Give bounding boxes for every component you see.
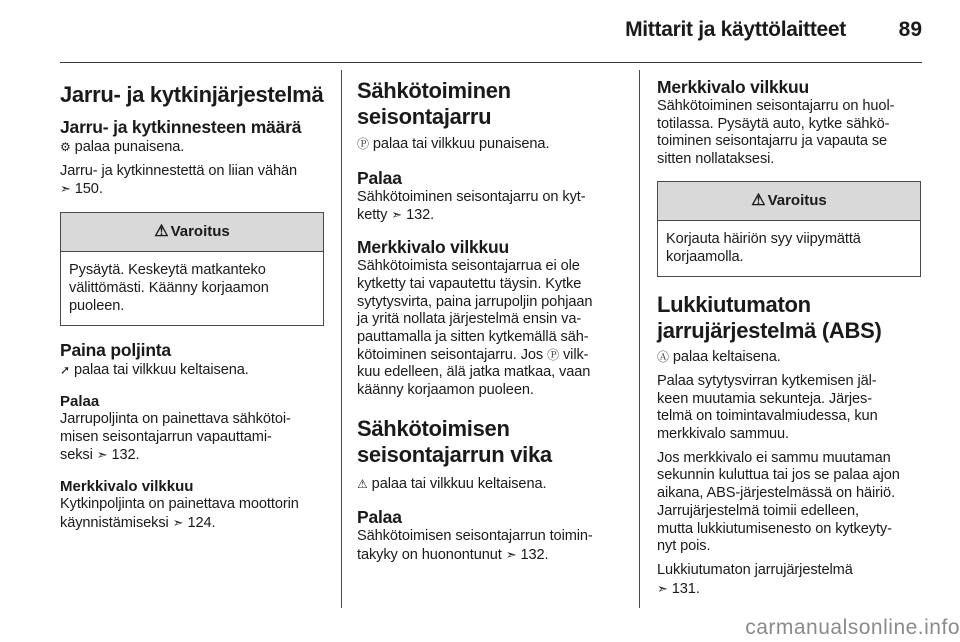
paragraph-heading: Merkkivalo vilkkuu [60,478,194,496]
section-title: Sähkötoiminen seisontajarru [357,78,511,129]
page-reference-arrow: ➣ [96,447,108,463]
paragraph: Kytkinpoljinta on painettava moottorin käynnistämiseksi ➣ 124. [60,496,299,531]
parking-brake-icon: Ⓟ [547,347,559,362]
paragraph: Sähkötoimisen seisontajarrun toimin- takyky on huonontunut ➣ 132. [357,528,593,564]
icon-line: Ⓟ palaa tai vilkkuu punaisena. [357,136,550,152]
warning-triangle-icon: ⚠ [751,191,766,209]
page-header [60,0,922,63]
paragraph: Jarru- ja kytkinnestettä on liian vähän ➣ 150. [60,162,298,198]
column-divider [341,70,342,608]
warning-box [60,212,324,326]
icon-line: ➚ palaa tai vilkkuu keltaisena. [60,362,249,379]
abs-icon: Ⓐ [657,350,669,365]
watermark: carmanualsonline.info [745,616,960,639]
paragraph-heading: Palaa [60,392,100,410]
paragraph: Lukkiutumaton jarrujärjestelmä ➣ 131. [657,561,853,597]
column-1 [60,62,324,532]
icon-line: ⚠ palaa tai vilkkuu keltaisena. [357,475,547,492]
paragraph: Palaa sytytysvirran kytkemisen jäl- keen muutamia sekunteja. Järjes- telmä on toimintavalmiudessa, kun merkkivalo sammuu. [657,372,878,443]
clutch-pedal-icon: ➚ [60,363,70,378]
warning-triangle-icon: ⚠ [154,223,169,241]
page-reference-arrow: ➣ [60,181,71,197]
section-title: Jarru- ja kytkinjärjestelmä [60,82,324,107]
warning-box [657,181,921,277]
brake-warning-icon: ⚙ [60,140,71,154]
warning-header: ⚠ Varoitus [658,182,920,221]
warning-text: Pysäytä. Keskeytä matkanteko välittömästi. Käänny korjaamon puoleen. [69,262,269,314]
subsection-heading: Paina poljinta [60,340,171,361]
section-title: Lukkiutumaton jarrujärjestelmä (ABS) [657,292,882,344]
paragraph: Sähkötoiminen seisontajarru on huol- totilassa. Pysäytä auto, kytke sähkö- toiminen seisontajarru ja vapauta se sitten nollataksesi. [657,98,895,168]
page-reference-arrow: ➣ [391,207,403,223]
header-title: Mittarit ja käyttölaitteet [625,18,846,41]
subsection-heading: Palaa [357,507,402,528]
paragraph: Sähkötoimista seisontajarrua ei ole kytketty tai vapautettu täysin. Kytke sytytysvirta, paina jarrupoljin pohjaan ja yritä nollata järjestelmä ensin va- pauttamalla ja sitten kytkemällä säh- kötoiminen seisontajarru. Jos Ⓟ vilk- kuu edelleen, älä jatka matkaa, vaan käänny korjaamon puoleen. [357,258,593,399]
paragraph: Jos merkkivalo ei sammu muutaman sekunnin kuluttua tai jos se palaa ajon aikana, ABS-järjestelmässä on häiriö. Jarrujärjestelmä toimii edelleen, mutta lukkiutumisenesto on kytkeyty- nyt pois. [657,449,900,555]
parking-brake-icon: Ⓟ [357,137,369,151]
page-reference-arrow: ➣ [505,547,517,563]
paragraph: Sähkötoiminen seisontajarru on kyt- ketty ➣ 132. [357,188,586,224]
subsection-heading: Palaa [357,167,402,188]
page-number: 89 [898,18,922,41]
column-divider [639,70,640,608]
paragraph: Jarrupoljinta on painettava sähkötoi- misen seisontajarrun vapauttami- seksi ➣ 132. [60,410,291,464]
page-reference-arrow: ➣ [657,580,668,596]
warning-text: Korjauta häiriön syy viipymättä korjaamolla. [666,230,861,265]
warning-header: ⚠ Varoitus [61,213,323,252]
parking-brake-fault-icon: ⚠ [357,476,368,491]
section-title: Sähkötoimisen seisontajarrun vika [357,415,552,467]
icon-line: ⚙ palaa punaisena. [60,139,185,155]
subsection-heading: Jarru- ja kytkinnesteen määrä [60,117,302,137]
subsection-heading: Merkkivalo vilkkuu [657,77,810,97]
column-3 [657,62,921,598]
page-reference-arrow: ➣ [172,514,184,530]
icon-line: Ⓐ palaa keltaisena. [657,349,781,366]
subsection-heading: Merkkivalo vilkkuu [357,237,510,258]
column-2 [357,62,623,565]
